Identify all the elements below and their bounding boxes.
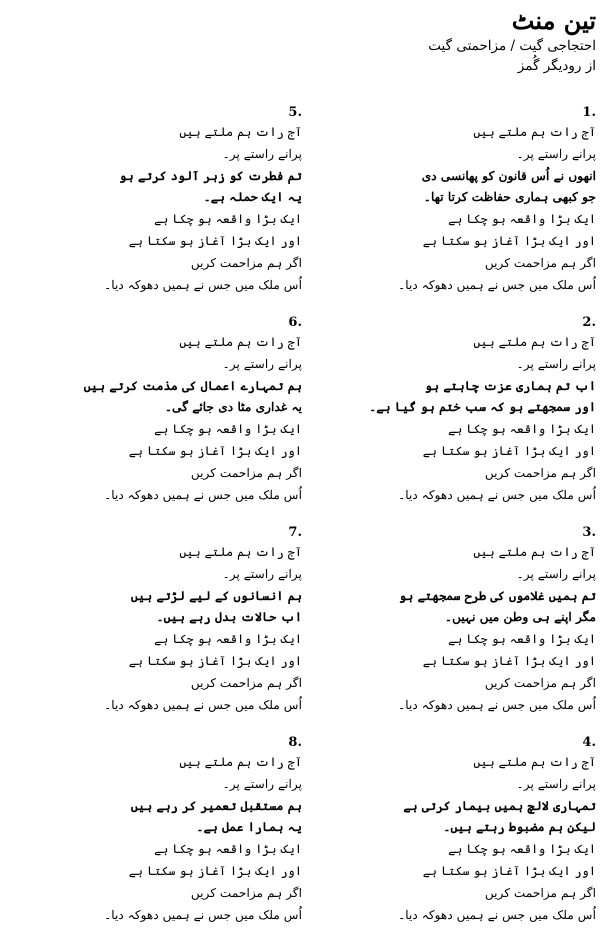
stanza [30,313,318,523]
stanza-line: اگر ہم مزاحمت کریں [484,255,596,270]
stanza-number: 5. [288,105,302,120]
stanza-line: تم ہمیں غلاموں کی طرح سمجھتے ہو [399,588,596,603]
stanza-line: اب تم ہماری عزت چاہتے ہو [424,378,596,393]
stanza-number: 1. [582,105,596,120]
stanza-number: 4. [582,735,596,750]
stanza-line: ایک بڑا واقعہ ہو چکا ہے [448,632,596,647]
stanza-line: اُس ملک میں جس نے ہمیں دھوکہ دیا۔ [398,487,596,502]
stanza-line: ایک بڑا واقعہ ہو چکا ہے [154,632,302,647]
stanza-line: انھوں نے اُس قانون کو پھانسی دی [421,168,596,183]
stanza-line: اگر ہم مزاحمت کریں [190,675,302,690]
stanza-line: تم فطرت کو زہر آلود کرتے ہو [119,168,302,183]
stanza-line: اور ایک بڑا آغاز ہو سکتا ہے [422,443,596,458]
stanza-line: اگر ہم مزاحمت کریں [190,255,302,270]
stanza-line: ہم تمہارے اعمال کی مذمت کرتے ہیں [83,378,302,393]
stanza-number: 2. [582,315,596,330]
stanza-line: اُس ملک میں جس نے ہمیں دھوکہ دیا۔ [398,907,596,922]
page-title: تین منٹ [511,6,596,35]
stanza-line: ایک بڑا واقعہ ہو چکا ہے [448,842,596,857]
stanza-line: آج رات ہم ملتے ہیں [179,755,302,769]
stanza-line: اور ایک بڑا آغاز ہو سکتا ہے [422,233,596,248]
stanza-line: اگر ہم مزاحمت کریں [484,465,596,480]
stanza-line: ہم انسانوں کے لیے لڑتے ہیں [130,588,302,603]
stanza-line: اور سمجھتے ہو کہ سب ختم ہو گیا ہے۔ [369,400,596,415]
stanza-line: آج رات ہم ملتے ہیں [179,545,302,559]
stanza-line: ایک بڑا واقعہ ہو چکا ہے [448,422,596,437]
stanza-line: مگر اپنے ہی وطن میں نہیں۔ [444,610,596,625]
stanza-line: اور ایک بڑا آغاز ہو سکتا ہے [128,653,302,668]
stanza-line: اور ایک بڑا آغاز ہو سکتا ہے [128,443,302,458]
stanza-line: ہم مستقبل تعمیر کر رہے ہیں [130,798,302,813]
stanza-line: یہ غداری مٹا دی جائے گی۔ [164,400,302,415]
stanza-line: اور ایک بڑا آغاز ہو سکتا ہے [128,863,302,878]
stanza [318,103,606,313]
stanza-line: اُس ملک میں جس نے ہمیں دھوکہ دیا۔ [104,487,302,502]
stanza-line: پرانے راستے پر۔ [222,356,302,371]
stanza-number: 3. [582,525,596,540]
stanza-line: آج رات ہم ملتے ہیں [473,335,596,349]
stanza-line: یہ ہمارا عمل ہے۔ [196,820,302,835]
stanza-line: تمہاری لالچ ہمیں بیمار کرتی ہے [403,798,596,813]
stanza-line: لیکن ہم مضبوط رہتے ہیں۔ [443,820,596,835]
stanza-line: آج رات ہم ملتے ہیں [473,755,596,769]
stanza-line: آج رات ہم ملتے ہیں [179,125,302,139]
stanza-line: ایک بڑا واقعہ ہو چکا ہے [154,212,302,227]
stanza-line: اُس ملک میں جس نے ہمیں دھوکہ دیا۔ [104,907,302,922]
stanza-line: اگر ہم مزاحمت کریں [484,675,596,690]
stanza-number: 7. [288,525,302,540]
stanza-line: ایک بڑا واقعہ ہو چکا ہے [154,422,302,437]
stanza-line: اگر ہم مزاحمت کریں [484,885,596,900]
stanza-line: ایک بڑا واقعہ ہو چکا ہے [154,842,302,857]
stanza-line: اور ایک بڑا آغاز ہو سکتا ہے [422,863,596,878]
stanza-number: 6. [288,315,302,330]
stanza-line: جو کبھی ہماری حفاظت کرتا تھا۔ [423,190,596,205]
stanza-line: آج رات ہم ملتے ہیں [473,545,596,559]
stanza [30,523,318,733]
stanza-line: پرانے راستے پر۔ [222,146,302,161]
stanza-line: پرانے راستے پر۔ [516,566,596,581]
stanza-line: آج رات ہم ملتے ہیں [473,125,596,139]
stanza-line: اور ایک بڑا آغاز ہو سکتا ہے [422,653,596,668]
stanza-line: اگر ہم مزاحمت کریں [190,885,302,900]
stanza-line: یہ ایک حملہ ہے۔ [203,190,302,205]
stanza-line: ایک بڑا واقعہ ہو چکا ہے [448,212,596,227]
stanza [30,733,318,943]
stanza-line: پرانے راستے پر۔ [222,566,302,581]
stanza-line: اگر ہم مزاحمت کریں [190,465,302,480]
stanza [318,523,606,733]
author-line: از رودیگر گُمز [517,58,596,74]
stanza-line: اور ایک بڑا آغاز ہو سکتا ہے [128,233,302,248]
stanza-line: پرانے راستے پر۔ [516,776,596,791]
stanza-grid [0,103,606,943]
stanza-line: اُس ملک میں جس نے ہمیں دھوکہ دیا۔ [398,697,596,712]
stanza-line: پرانے راستے پر۔ [516,356,596,371]
stanza-number: 8. [288,735,302,750]
page-subtitle: احتجاجی گیت / مزاحمتی گیت [428,38,596,54]
stanza-line: آج رات ہم ملتے ہیں [179,335,302,349]
document-header [428,6,596,76]
stanza-line: پرانے راستے پر۔ [222,776,302,791]
stanza-line: اُس ملک میں جس نے ہمیں دھوکہ دیا۔ [398,277,596,292]
stanza-line: پرانے راستے پر۔ [516,146,596,161]
stanza-line: اب حالات بدل رہے ہیں۔ [156,610,302,625]
stanza [318,313,606,523]
stanza [318,733,606,943]
stanza [30,103,318,313]
stanza-line: اُس ملک میں جس نے ہمیں دھوکہ دیا۔ [104,277,302,292]
stanza-line: اُس ملک میں جس نے ہمیں دھوکہ دیا۔ [104,697,302,712]
